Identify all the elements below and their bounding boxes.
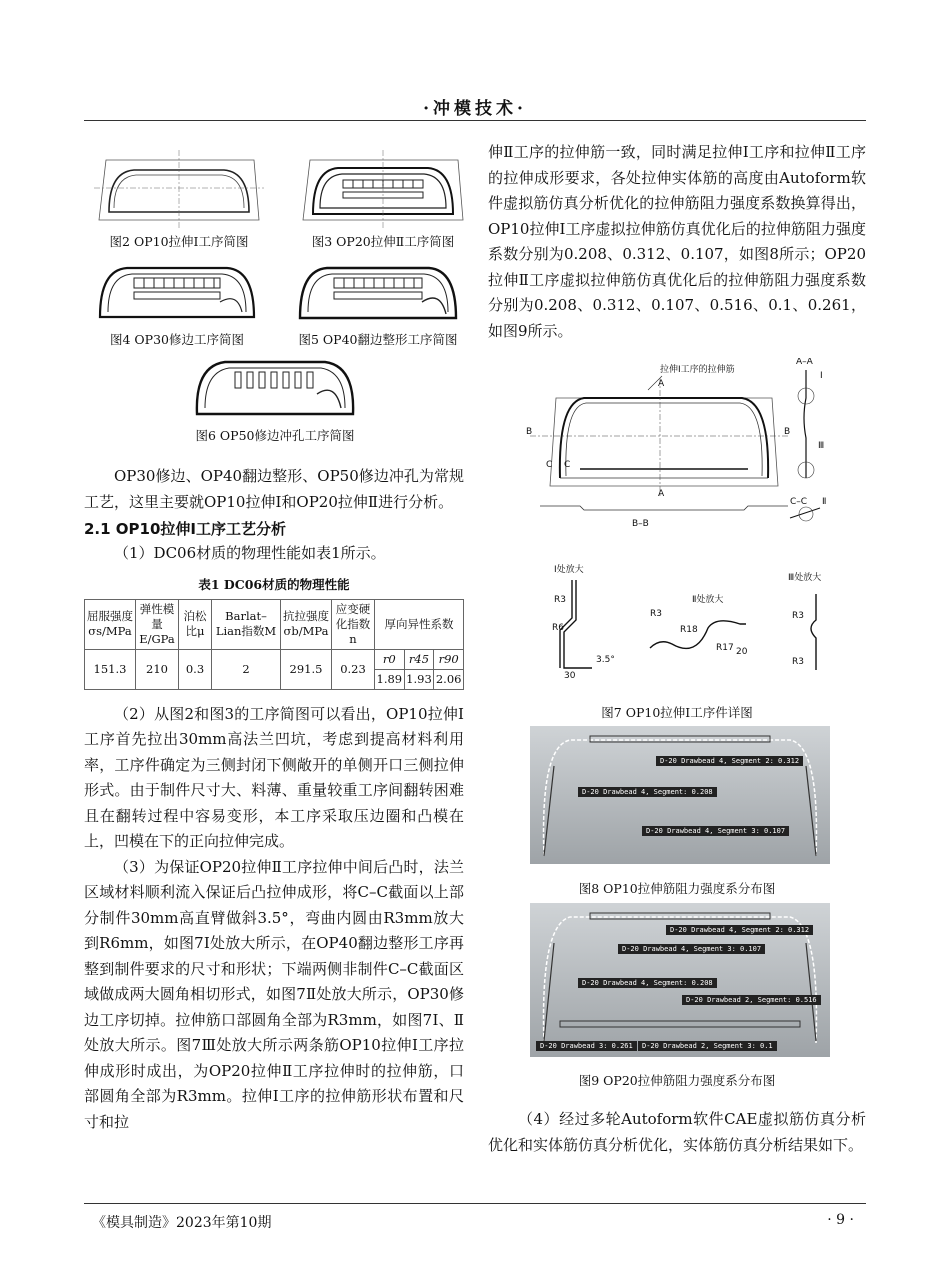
figure-4 — [92, 262, 262, 348]
label-r17: R17 — [716, 643, 734, 653]
figure-8-simulation — [530, 726, 830, 864]
label-a-bottom: A — [658, 489, 665, 499]
right-column-text — [488, 140, 866, 344]
th-modulus: 弹性模量E/GPa — [136, 599, 179, 649]
table-1 — [84, 599, 464, 690]
figure-4-drawing — [92, 262, 262, 328]
paragraph-op30: OP30修边、OP40翻边整形、OP50修边冲孔为常规工艺，这里主要就OP10拉伸Ⅰ和OP20拉伸Ⅱ进行分析。 — [84, 467, 464, 511]
figure-9-caption: 图9 OP20拉伸筋阻力强度系分布图 — [578, 1073, 776, 1088]
label-20: 20 — [736, 647, 748, 657]
val-r0: 1.89 — [375, 669, 405, 689]
figure-4-caption: 图4 OP30修边工序简图 — [110, 332, 244, 347]
fig9-label-3: D-20 Drawbead 4, Segment: 0.208 — [578, 978, 717, 988]
fig8-label-segment: D-20 Drawbead 4, Segment: 0.208 — [578, 787, 717, 797]
val-hardening: 0.23 — [332, 649, 375, 689]
label-r3-detail3a: R3 — [792, 611, 804, 621]
paragraph-3: （3）为保证OP20拉伸Ⅱ工序拉伸中间后凸时，法兰区域材料顺利流入保证后凸拉伸成形，将C–C截面以上部分制件30mm高直臂做斜3.5°，弯曲内圆由R3mm放大到R6mm，如图7Ⅰ处放大所示，在OP40翻边整形工序再整到制件要求的尺寸和形状；下端两侧非制件C–C截面区域做成两大圆角相切形式，如图7Ⅱ处放大所示，OP30修边工序切掉。拉伸筋口部圆角全部为R3mm，如图7Ⅰ、Ⅱ处放大所示。图7Ⅲ处放大所示两条筋OP10拉伸Ⅰ工序拉伸成形时成出，为OP20拉伸Ⅱ工序拉伸时的拉伸筋，口部圆角全部为R3mm。拉伸Ⅰ工序的拉伸筋形状布置和尺寸和拉 — [84, 857, 464, 1131]
th-r0: r0 — [375, 649, 405, 669]
label-drawbead: 拉伸Ⅰ工序的拉伸筋 — [660, 365, 735, 375]
label-c-right: C — [564, 460, 571, 470]
figure-7-drawing — [520, 358, 860, 678]
th-hardening: 应变硬化指数n — [332, 599, 375, 649]
th-poisson: 泊松比μ — [179, 599, 212, 649]
journal-issue: 《模具制造》2023年第10期 — [92, 1215, 272, 1231]
paragraph-2: （2）从图2和图3的工序简图可以看出，OP10拉伸Ⅰ工序首先拉出30mm高法兰凹坑，考虑到提高材料利用率，工序件确定为三侧封闭下侧敞开的单侧开口三侧拉伸形式。由于制件尺寸大、料薄、重量较重工序间翻转困难且在翻转过程中容易变形，本工序采取压边圈和凸模在上，凹模在下的正向拉伸完成。 — [84, 704, 464, 850]
page-number: · 9 · — [827, 1212, 854, 1228]
fig9-label-4: D-20 Drawbead 2, Segment: 0.516 — [682, 995, 821, 1005]
figure-6 — [185, 356, 365, 444]
paragraph-material: （1）DC06材质的物理性能如表1所示。 — [114, 544, 386, 562]
right-column-final — [488, 1107, 866, 1158]
fig9-label-5: D-20 Drawbead 3: 0.261 — [536, 1041, 637, 1051]
label-r3-detail2: R3 — [650, 609, 662, 619]
label-aa: A–A — [796, 358, 813, 367]
label-roman-3: Ⅲ — [818, 441, 825, 451]
figure-2-caption: 图2 OP10拉伸Ⅰ工序简图 — [109, 234, 249, 249]
figure-2-drawing — [94, 150, 264, 230]
figure-9-simulation — [530, 903, 830, 1057]
figure-6-caption: 图6 OP50修边冲孔工序简图 — [195, 428, 355, 443]
label-b-right: B — [784, 427, 791, 437]
label-a-top: A — [658, 379, 665, 389]
label-roman-2: Ⅱ — [822, 497, 827, 507]
figure-8-caption: 图8 OP10拉伸筋阻力强度系分布图 — [578, 881, 776, 896]
paragraph-right-1: 伸Ⅱ工序的拉伸筋一致，同时满足拉伸Ⅰ工序和拉伸Ⅱ工序的拉伸成形要求，各处拉伸实体筋的高度由Autoform软件虚拟筋仿真分析优化的拉伸筋阻力强度系数换算得出，OP10拉伸Ⅰ工序虚拟拉伸筋仿真优化后的拉伸筋阻力强度系数分别为0.208、0.312、0.107，如图8所示；OP20拉伸Ⅱ工序虚拟拉伸筋仿真优化后的拉伸筋阻力强度系数分别为0.208、0.312、0.107、0.516、0.1、0.261，如图9所示。 — [488, 143, 866, 340]
fig9-label-6: D-20 Drawbead 2, Segment 3: 0.1 — [638, 1041, 777, 1051]
fig9-label-2: D-20 Drawbead 4, Segment 3: 0.107 — [618, 944, 765, 954]
figure-6-drawing — [185, 356, 365, 422]
footer-rule — [84, 1203, 866, 1204]
th-r90: r90 — [434, 649, 464, 669]
table-1-title: 表1 DC06材质的物理性能 — [198, 576, 350, 592]
paragraph-right-2: （4）经过多轮Autoform软件CAE虚拟筋仿真分析优化和实体筋仿真分析优化，实体筋仿真分析结果如下。 — [488, 1110, 866, 1154]
fig9-label-1: D-20 Drawbead 4, Segment 2: 0.312 — [666, 925, 813, 935]
th-r45: r45 — [404, 649, 434, 669]
label-r3-detail1: R3 — [554, 595, 566, 605]
label-r3-detail3b: R3 — [792, 657, 804, 667]
figure-7-caption: 图7 OP10拉伸Ⅰ工序件详图 — [601, 705, 753, 720]
label-b-left: B — [526, 427, 533, 437]
label-30: 30 — [564, 671, 576, 678]
th-tensile: 抗拉强度σb/MPa — [281, 599, 332, 649]
val-r45: 1.93 — [404, 669, 434, 689]
label-angle: 3.5° — [596, 655, 615, 665]
figure-5-drawing — [292, 262, 464, 328]
val-r90: 2.06 — [434, 669, 464, 689]
label-roman-1: Ⅰ — [820, 371, 823, 381]
header-rule — [84, 120, 866, 121]
val-yield: 151.3 — [85, 649, 136, 689]
journal-header: ·冲模技术· — [423, 99, 527, 119]
val-tensile: 291.5 — [281, 649, 332, 689]
label-bb: B–B — [632, 519, 649, 529]
th-yield: 屈服强度σs/MPa — [85, 599, 136, 649]
label-detail-2: Ⅱ处放大 — [692, 595, 724, 605]
fig8-label-segment2: D-20 Drawbead 4, Segment 2: 0.312 — [656, 756, 803, 766]
figure-3-caption: 图3 OP20拉伸Ⅱ工序简图 — [311, 234, 455, 249]
th-anisotropy: 厚向异性系数 — [375, 599, 464, 649]
val-poisson: 0.3 — [179, 649, 212, 689]
left-column-text — [84, 464, 464, 1135]
figure-7 — [520, 358, 860, 678]
label-cc: C–C — [790, 497, 808, 507]
label-r18: R18 — [680, 625, 698, 635]
figure-3-drawing — [298, 150, 468, 230]
th-barlat: Barlat–Lian指数M — [212, 599, 281, 649]
val-barlat: 2 — [212, 649, 281, 689]
fig8-label-segment3: D-20 Drawbead 4, Segment 3: 0.107 — [642, 826, 789, 836]
label-detail-1: Ⅰ处放大 — [554, 565, 584, 575]
label-r6-detail1: R6 — [552, 623, 564, 633]
figure-3 — [298, 150, 468, 250]
figure-5-caption: 图5 OP40翻边整形工序简图 — [298, 332, 458, 347]
label-c-left: C — [546, 460, 553, 470]
figure-5 — [292, 262, 464, 348]
val-modulus: 210 — [136, 649, 179, 689]
section-2-1-heading: 2.1 OP10拉伸Ⅰ工序工艺分析 — [84, 520, 286, 538]
label-detail-3: Ⅲ处放大 — [788, 573, 822, 583]
figure-2 — [94, 150, 264, 250]
